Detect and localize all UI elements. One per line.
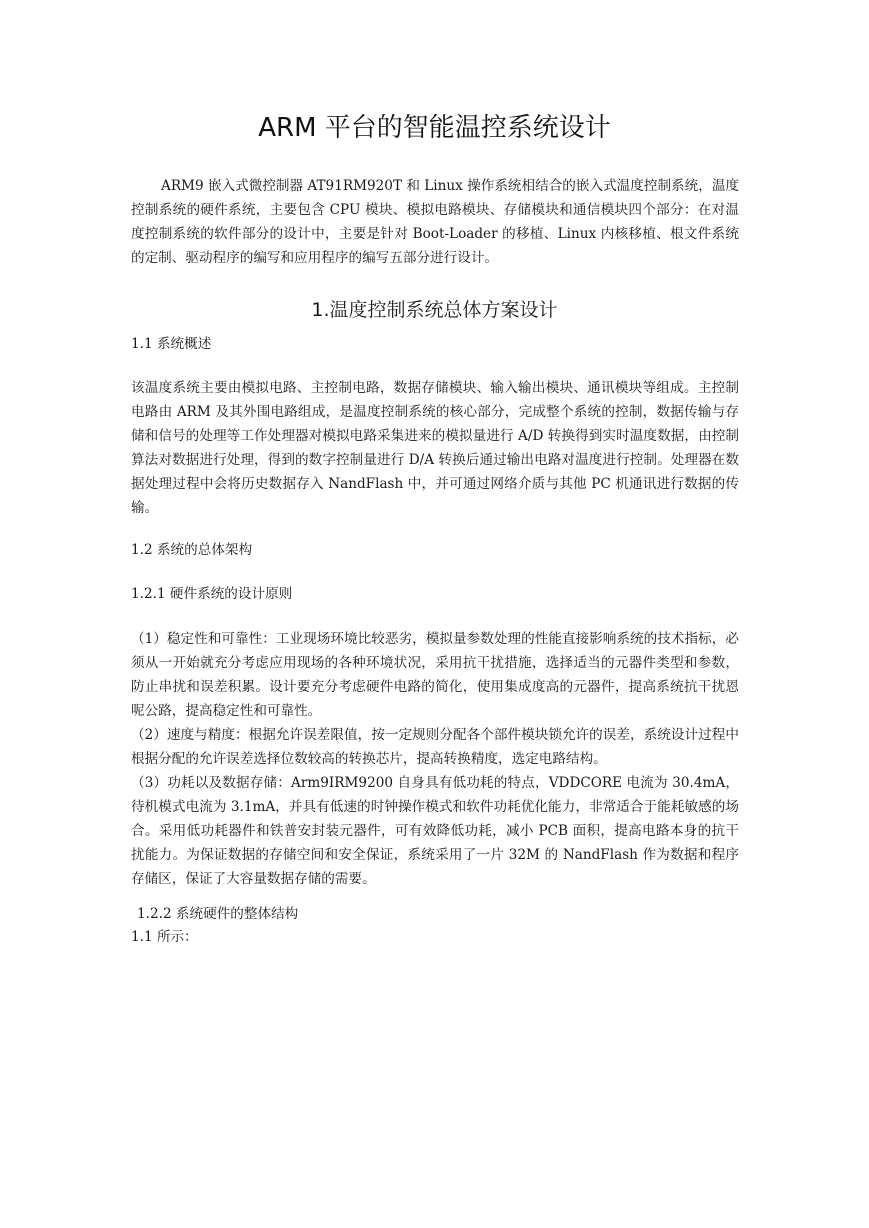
heading-1-1: 1.1 系统概述	[131, 336, 212, 352]
heading-1-2-2: 1.2.2 系统硬件的整体结构	[137, 906, 299, 922]
principle-item-1: （1）稳定性和可靠性：工业现场环境比较恶劣，模拟量参数处理的性能直接影响系统的技术指标，必须从一开始就充分考虑应用现场的各种环境状况，采用抗干扰措施，选择适当的元器件类型和参数，防止串扰和误差积累。设计要充分考虑硬件电路的简化，使用集成度高的元器件，提高系统抗干扰恩呢公路，提高稳定性和可靠性。	[131, 631, 739, 719]
heading-1-2-1: 1.2.1 硬件系统的设计原则	[131, 586, 293, 602]
figure-reference-text: 1.1 所示：	[131, 929, 198, 945]
principle-item-3: （3）功耗以及数据存储：Arm9IRM9200 自身具有低功耗的特点，VDDCORE 电流为 30.4mA，待机模式电流为 3.1mA，并具有低速的时钟操作模式和软件功耗优化能力，非常适合于能耗敏感的场合。采用低功耗器件和铁普安封装元器件，可有效降低功耗，减小 PCB 面积，提高电路本身的抗干扰能力。为保证数据的存储空间和安全保证，系统采用了一片 32M 的 NandFlash 作为数据和程序存储区，保证了大容量数据存储的需要。	[131, 775, 739, 887]
design-principles	[131, 627, 739, 891]
heading-1-2: 1.2 系统的总体架构	[131, 542, 253, 558]
abstract-text: ARM9 嵌入式微控制器 AT91RM920T 和 Linux 操作系统相结合的嵌入式温度控制系统，温度控制系统的硬件系统，主要包含 CPU 模块、模拟电路模块、存储模块和通信模块四个部分：在对温度控制系统的软件部分的设计中，主要是针对 Boot-Loader 的移植、Linux 内核移植、根文件系统的定制、驱动程序的编写和应用程序的编写五部分进行设计。	[131, 178, 740, 266]
overview-paragraph	[131, 376, 739, 520]
document-title: ARM 平台的智能温控系统设计	[258, 113, 611, 143]
overview-text: 该温度系统主要由模拟电路、主控制电路，数据存储模块、输入输出模块、通讯模块等组成。主控制电路由 ARM 及其外围电路组成，是温度控制系统的核心部分，完成整个系统的控制，数据传输与存储和信号的处理等工作处理器对模拟电路采集进来的模拟量进行 A/D 转换得到实时温度数据，由控制算法对数据进行处理，得到的数字控制量进行 D/A 转换后通过输出电路对温度进行控制。处理器在数据处理过程中会将历史数据存入 NandFlash 中，并可通过网络介质与其他 PC 机通讯进行数据的传输。	[131, 380, 739, 516]
principle-item-2: （2）速度与精度：根据允许误差限值，按一定规则分配各个部件模块锁允许的误差，系统设计过程中根据分配的允许误差选择位数较高的转换芯片，提高转换精度，选定电路结构。	[131, 727, 739, 767]
abstract-paragraph	[131, 174, 739, 270]
section-1-title: 1.温度控制系统总体方案设计	[311, 299, 558, 321]
